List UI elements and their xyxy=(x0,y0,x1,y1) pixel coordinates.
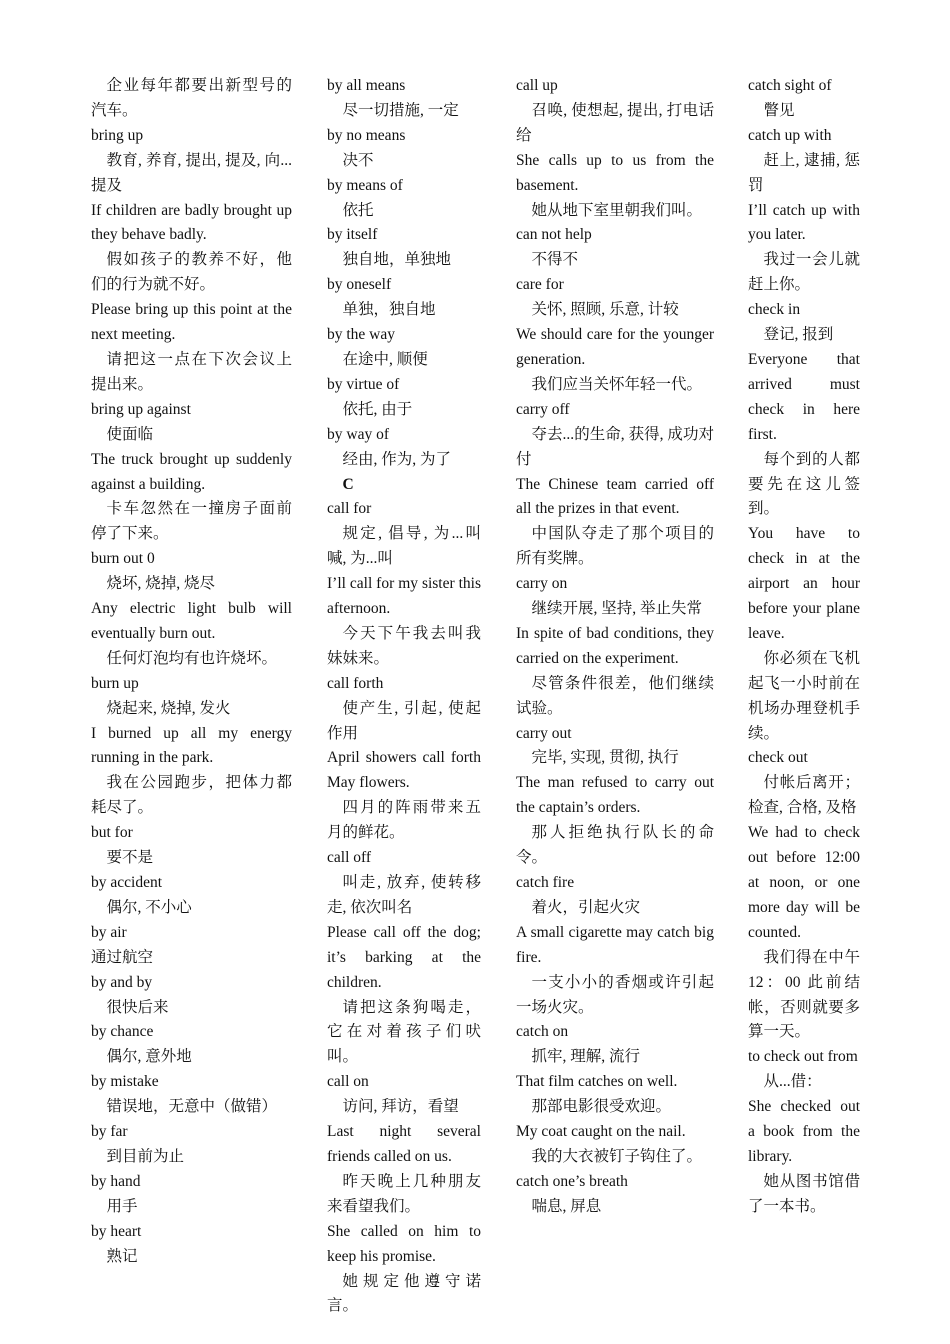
english-line: by and by xyxy=(91,973,153,991)
chinese-line: 着火，引起火灾 xyxy=(531,898,641,916)
chinese-line: 经由, 作为, 为了 xyxy=(342,450,452,468)
english-line: April showers call forth May flowers. xyxy=(327,749,481,792)
english-line: by itself xyxy=(327,226,378,244)
english-line: Everyone that arrived must check in here first. xyxy=(748,350,860,443)
chinese-line: 她规定他遵守诺言。 xyxy=(327,1272,481,1315)
chinese-line: 偶尔, 不小心 xyxy=(106,898,192,916)
chinese-line: 我过一会儿就赶上你。 xyxy=(748,251,860,294)
english-line: by mistake xyxy=(91,1073,159,1091)
english-line: to check out from xyxy=(748,1048,858,1066)
english-line: The man refused to carry out the captain’s orders. xyxy=(516,774,714,817)
chinese-line: 企业每年都要出新型号的汽车。 xyxy=(91,77,292,119)
chinese-line: 抓牢, 理解, 流行 xyxy=(531,1048,641,1066)
english-line: burn up xyxy=(91,674,139,692)
english-line: burn out 0 xyxy=(91,550,155,568)
english-line: check out xyxy=(748,749,808,767)
english-line: You have to check in at the airport an hour before your plane leave. xyxy=(748,525,860,642)
chinese-line: 依托 xyxy=(342,201,374,219)
english-line: That film catches on well. xyxy=(516,1073,678,1091)
chinese-line: 熟记 xyxy=(106,1247,138,1265)
chinese-line: 她从地下室里朝我们叫。 xyxy=(531,201,703,219)
english-line: call up xyxy=(516,77,558,94)
chinese-line: 使面临 xyxy=(106,425,154,443)
english-line: by all means xyxy=(327,77,406,94)
chinese-line: 使产生, 引起, 使起作用 xyxy=(327,699,481,742)
chinese-line: 尽一切措施, 一定 xyxy=(342,101,459,119)
english-line: by the way xyxy=(327,326,396,344)
english-line: catch sight of xyxy=(748,77,832,94)
chinese-line: 独自地，单独地 xyxy=(342,251,452,269)
chinese-line: 继续开展, 坚持, 举止失常 xyxy=(531,600,703,618)
chinese-line: 偶尔, 意外地 xyxy=(106,1048,192,1066)
chinese-line: 那人拒绝执行队长的命令。 xyxy=(516,824,714,867)
english-line: 通过航空 xyxy=(91,948,154,966)
english-line: In spite of bad conditions, they carried on the experiment. xyxy=(516,624,714,667)
chinese-line: 假如孩子的教养不好，他们的行为就不好。 xyxy=(91,251,292,294)
chinese-line: 付帐后离开；检查, 合格, 及格 xyxy=(748,774,860,817)
section-letter: C xyxy=(342,475,354,493)
chinese-line: 要不是 xyxy=(106,849,154,867)
chinese-line: 卡车忽然在一撞房子面前停了下来。 xyxy=(91,500,292,543)
english-line: call forth xyxy=(327,674,384,692)
chinese-line: 错误地，无意中（做错） xyxy=(106,1098,278,1116)
chinese-line: 她从图书馆借了一本书。 xyxy=(748,1172,860,1215)
chinese-line: 中国队夺走了那个项目的所有奖牌。 xyxy=(516,525,714,568)
english-line: call for xyxy=(327,500,372,518)
english-line: She calls up to us from the basement. xyxy=(516,151,714,194)
chinese-line: 访问, 拜访，看望 xyxy=(342,1098,459,1116)
chinese-line: 决不 xyxy=(342,151,374,169)
chinese-line: 在途中, 顺便 xyxy=(342,350,428,368)
english-line: I’ll call for my sister this afternoon. xyxy=(327,575,481,618)
english-line: care for xyxy=(516,276,564,294)
chinese-line: 我们得在中午 12：00 此前结帐，否则就要多算一天。 xyxy=(748,948,860,1041)
english-line: call on xyxy=(327,1073,369,1091)
chinese-line: 那部电影很受欢迎。 xyxy=(531,1098,672,1116)
english-line: by means of xyxy=(327,176,403,194)
chinese-line: 四月的阵雨带来五月的鲜花。 xyxy=(327,799,481,842)
english-line: carry out xyxy=(516,724,572,742)
english-line: by far xyxy=(91,1123,128,1141)
english-line: by way of xyxy=(327,425,389,443)
english-line: call off xyxy=(327,849,372,867)
column-1 xyxy=(91,74,292,1270)
chinese-line: 请把这一点在下次会议上提出来。 xyxy=(91,350,292,393)
chinese-line: 夺去...的生命, 获得, 成功对付 xyxy=(516,425,714,468)
chinese-line: 你必须在飞机起飞一小时前在机场办理登机手续。 xyxy=(748,649,860,742)
english-line: by oneself xyxy=(327,276,392,294)
english-line: catch one’s breath xyxy=(516,1172,628,1190)
english-line: by hand xyxy=(91,1172,141,1190)
chinese-line: 很快后来 xyxy=(106,998,169,1016)
chinese-line: 叫走, 放弃, 使转移走, 依次叫名 xyxy=(327,874,481,916)
chinese-line: 规定, 倡导, 为...叫喊, 为...叫 xyxy=(327,525,481,568)
english-line: She called on him to keep his promise. xyxy=(327,1222,481,1265)
column-4 xyxy=(748,74,860,1220)
chinese-line: 召唤, 使想起, 提出, 打电话给 xyxy=(516,101,714,144)
chinese-line: 我们应当关怀年轻一代。 xyxy=(531,375,703,393)
english-line: check in xyxy=(748,301,801,319)
chinese-line: 尽管条件很差，他们继续试验。 xyxy=(516,674,714,717)
chinese-line: 请把这条狗喝走，它在对着孩子们吠叫。 xyxy=(327,998,481,1066)
english-line: We should care for the younger generation. xyxy=(516,326,714,368)
chinese-line: 一支小小的香烟或许引起一场火灾。 xyxy=(516,973,714,1016)
chinese-line: 不得不 xyxy=(531,251,579,269)
chinese-line: 关怀, 照顾, 乐意, 计较 xyxy=(531,301,679,319)
english-line: by chance xyxy=(91,1023,154,1041)
chinese-line: 从...借： xyxy=(763,1073,822,1091)
chinese-line: 我在公园跑步，把体力都耗尽了。 xyxy=(91,774,292,817)
english-line: We had to check out before 12:00 at noon, or one more day will be counted. xyxy=(748,824,860,941)
chinese-line: 喘息, 屏息 xyxy=(531,1197,602,1215)
chinese-line: 今天下午我去叫我妹妹来。 xyxy=(327,624,481,667)
chinese-line: 到目前为止 xyxy=(106,1147,185,1165)
english-line: bring up xyxy=(91,126,144,144)
chinese-line: 赶上, 逮捕, 惩罚 xyxy=(748,151,860,194)
english-line: by heart xyxy=(91,1222,142,1240)
chinese-line: 每个到的人都要先在这儿签到。 xyxy=(748,450,860,518)
english-line: can not help xyxy=(516,226,592,244)
english-line: My coat caught on the nail. xyxy=(516,1123,686,1141)
english-line: catch up with xyxy=(748,126,832,144)
english-line: catch fire xyxy=(516,874,575,891)
chinese-line: 用手 xyxy=(106,1197,138,1215)
chinese-line: 昨天晚上几种朋友来看望我们。 xyxy=(327,1172,481,1215)
english-line: by virtue of xyxy=(327,375,400,393)
english-line: by no means xyxy=(327,126,406,144)
english-line: Please bring up this point at the next meeting. xyxy=(91,301,292,344)
chinese-line: 烧坏, 烧掉, 烧尽 xyxy=(106,575,216,593)
chinese-line: 登记, 报到 xyxy=(763,326,834,344)
column-3 xyxy=(516,74,714,1220)
english-line: I burned up all my energy running in the park. xyxy=(91,724,292,767)
english-line: carry on xyxy=(516,575,568,593)
chinese-line: 依托, 由于 xyxy=(342,400,413,418)
english-line: Last night several friends called on us. xyxy=(327,1123,481,1165)
english-line: The Chinese team carried off all the prizes in that event. xyxy=(516,475,714,518)
english-line: bring up against xyxy=(91,400,191,418)
english-line: She checked out a book from the library. xyxy=(748,1098,860,1165)
chinese-line: 教育, 养育, 提出, 提及, 向...提及 xyxy=(91,151,292,194)
english-line: Any electric light bulb will eventually burn out. xyxy=(91,600,292,642)
english-line: by accident xyxy=(91,874,163,891)
english-line: If children are badly brought up they behave badly. xyxy=(91,201,292,244)
chinese-line: 瞥见 xyxy=(763,101,795,119)
chinese-line: 烧起来, 烧掉, 发火 xyxy=(106,699,231,717)
english-line: but for xyxy=(91,824,133,842)
english-line: catch on xyxy=(516,1023,569,1041)
chinese-line: 单独，独自地 xyxy=(342,301,436,319)
chinese-line: 完毕, 实现, 贯彻, 执行 xyxy=(531,749,679,767)
english-line: carry off xyxy=(516,400,570,418)
english-line: I’ll catch up with you later. xyxy=(748,201,860,244)
chinese-line: 任何灯泡均有也许烧坏。 xyxy=(106,649,278,667)
english-line: A small cigarette may catch big fire. xyxy=(516,923,714,966)
english-line: The truck brought up suddenly against a building. xyxy=(91,450,292,493)
column-2 xyxy=(327,74,481,1319)
english-line: by air xyxy=(91,923,127,941)
english-line: Please call off the dog; it’s barking at the children. xyxy=(327,923,481,991)
chinese-line: 我的大衣被钉子钩住了。 xyxy=(531,1147,703,1165)
